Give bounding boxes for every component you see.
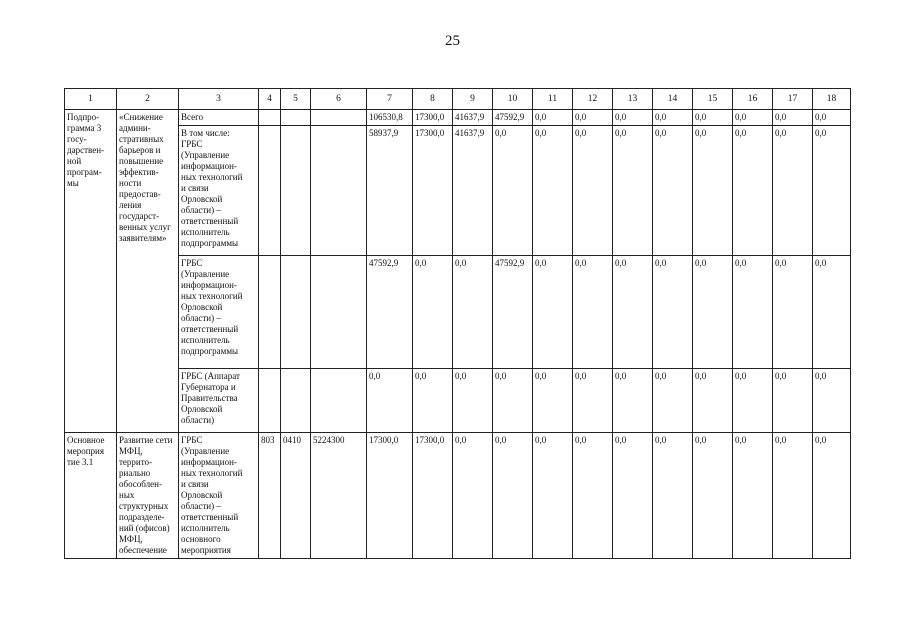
budget-table bbox=[64, 88, 851, 559]
column-number-header-row bbox=[65, 89, 851, 110]
value-cell: 0,0 bbox=[773, 369, 813, 433]
code-cell bbox=[281, 369, 311, 433]
value-cell: 58937,9 bbox=[367, 126, 413, 256]
code-cell bbox=[311, 126, 367, 256]
subprogram-title-cell: «Снижение админи- стративных барьеров и повышение эффектив- ности предостав- ления государст- венных услуг заявителям» bbox=[117, 110, 179, 433]
code-cell bbox=[281, 110, 311, 126]
value-cell: 0,0 bbox=[573, 126, 613, 256]
value-cell: 0,0 bbox=[453, 369, 493, 433]
value-cell: 0,0 bbox=[693, 110, 733, 126]
value-cell: 0,0 bbox=[693, 369, 733, 433]
value-cell: 0,0 bbox=[613, 433, 653, 559]
code-cell: 803 bbox=[259, 433, 281, 559]
value-cell: 0,0 bbox=[813, 110, 851, 126]
funder-cell: В том числе: ГРБС (Управление информацион- ных технологий и связи Орловской области) – ответственный исполнитель подпрограммы bbox=[179, 126, 259, 256]
value-cell: 0,0 bbox=[773, 126, 813, 256]
table-row bbox=[65, 126, 851, 256]
value-cell: 0,0 bbox=[613, 126, 653, 256]
value-cell: 0,0 bbox=[453, 256, 493, 369]
value-cell: 106530,8 bbox=[367, 110, 413, 126]
value-cell: 17300,0 bbox=[413, 126, 453, 256]
measure-label-cell: Основное мероприя тие 3.1 bbox=[65, 433, 117, 559]
value-cell: 0,0 bbox=[613, 369, 653, 433]
table-row bbox=[65, 369, 851, 433]
value-cell: 0,0 bbox=[813, 126, 851, 256]
code-cell bbox=[311, 256, 367, 369]
value-cell: 0,0 bbox=[813, 369, 851, 433]
column-header: 9 bbox=[453, 89, 493, 110]
value-cell: 0,0 bbox=[813, 256, 851, 369]
value-cell: 0,0 bbox=[653, 126, 693, 256]
value-cell: 0,0 bbox=[773, 256, 813, 369]
value-cell: 0,0 bbox=[493, 433, 533, 559]
value-cell: 47592,9 bbox=[367, 256, 413, 369]
value-cell: 0,0 bbox=[813, 433, 851, 559]
value-cell: 47592,9 bbox=[493, 256, 533, 369]
column-header: 1 bbox=[65, 89, 117, 110]
value-cell: 0,0 bbox=[573, 256, 613, 369]
value-cell: 0,0 bbox=[573, 369, 613, 433]
value-cell: 0,0 bbox=[367, 369, 413, 433]
column-header: 12 bbox=[573, 89, 613, 110]
column-header: 17 bbox=[773, 89, 813, 110]
funder-cell: ГРБС (Аппарат Губернатора и Правительства Орловской области) bbox=[179, 369, 259, 433]
code-cell bbox=[259, 110, 281, 126]
code-cell: 5224300 bbox=[311, 433, 367, 559]
value-cell: 0,0 bbox=[653, 110, 693, 126]
value-cell: 0,0 bbox=[413, 369, 453, 433]
column-header: 2 bbox=[117, 89, 179, 110]
table-row bbox=[65, 433, 851, 559]
value-cell: 41637,9 bbox=[453, 110, 493, 126]
code-cell bbox=[281, 126, 311, 256]
column-header: 8 bbox=[413, 89, 453, 110]
value-cell: 0,0 bbox=[533, 433, 573, 559]
funder-cell: Всего bbox=[179, 110, 259, 126]
value-cell: 0,0 bbox=[693, 256, 733, 369]
value-cell: 0,0 bbox=[493, 369, 533, 433]
value-cell: 0,0 bbox=[733, 126, 773, 256]
column-header: 6 bbox=[311, 89, 367, 110]
value-cell: 0,0 bbox=[573, 110, 613, 126]
column-header: 11 bbox=[533, 89, 573, 110]
code-cell: 0410 bbox=[281, 433, 311, 559]
page-number: 25 bbox=[445, 33, 460, 49]
column-header: 4 bbox=[259, 89, 281, 110]
code-cell bbox=[259, 369, 281, 433]
code-cell bbox=[259, 256, 281, 369]
code-cell bbox=[259, 126, 281, 256]
value-cell: 0,0 bbox=[613, 110, 653, 126]
value-cell: 17300,0 bbox=[413, 433, 453, 559]
column-header: 3 bbox=[179, 89, 259, 110]
value-cell: 0,0 bbox=[653, 256, 693, 369]
value-cell: 0,0 bbox=[773, 110, 813, 126]
value-cell: 0,0 bbox=[413, 256, 453, 369]
table-row bbox=[65, 256, 851, 369]
subprogram-label-cell: Подпро- грамма 3 госу- дарствен- ной програм- мы bbox=[65, 110, 117, 433]
value-cell: 0,0 bbox=[653, 369, 693, 433]
column-header: 16 bbox=[733, 89, 773, 110]
value-cell: 0,0 bbox=[733, 369, 773, 433]
column-header: 7 bbox=[367, 89, 413, 110]
value-cell: 0,0 bbox=[733, 256, 773, 369]
value-cell: 0,0 bbox=[453, 433, 493, 559]
value-cell: 0,0 bbox=[533, 256, 573, 369]
funder-cell: ГРБС (Управление информацион- ных технологий Орловской области) – ответственный исполнитель подпрограммы bbox=[179, 256, 259, 369]
value-cell: 17300,0 bbox=[367, 433, 413, 559]
value-cell: 17300,0 bbox=[413, 110, 453, 126]
value-cell: 0,0 bbox=[693, 126, 733, 256]
value-cell: 0,0 bbox=[573, 433, 613, 559]
value-cell: 0,0 bbox=[733, 433, 773, 559]
column-header: 10 bbox=[493, 89, 533, 110]
table-row bbox=[65, 110, 851, 126]
value-cell: 0,0 bbox=[613, 256, 653, 369]
value-cell: 0,0 bbox=[533, 110, 573, 126]
funder-cell: ГРБС (Управление информацион- ных технологий и связи Орловской области) – ответственный исполнитель основного мероприятия bbox=[179, 433, 259, 559]
column-header: 13 bbox=[613, 89, 653, 110]
column-header: 15 bbox=[693, 89, 733, 110]
code-cell bbox=[281, 256, 311, 369]
value-cell: 0,0 bbox=[493, 126, 533, 256]
column-header: 18 bbox=[813, 89, 851, 110]
value-cell: 0,0 bbox=[773, 433, 813, 559]
measure-title-cell: Развитие сети МФЦ, террито- риально обособлен- ных структурных подразделе- ний (офисов) МФЦ, обеспечение bbox=[117, 433, 179, 559]
code-cell bbox=[311, 369, 367, 433]
value-cell: 0,0 bbox=[533, 126, 573, 256]
value-cell: 0,0 bbox=[693, 433, 733, 559]
column-header: 14 bbox=[653, 89, 693, 110]
value-cell: 41637,9 bbox=[453, 126, 493, 256]
value-cell: 47592,9 bbox=[493, 110, 533, 126]
code-cell bbox=[311, 110, 367, 126]
value-cell: 0,0 bbox=[653, 433, 693, 559]
value-cell: 0,0 bbox=[533, 369, 573, 433]
column-header: 5 bbox=[281, 89, 311, 110]
value-cell: 0,0 bbox=[733, 110, 773, 126]
